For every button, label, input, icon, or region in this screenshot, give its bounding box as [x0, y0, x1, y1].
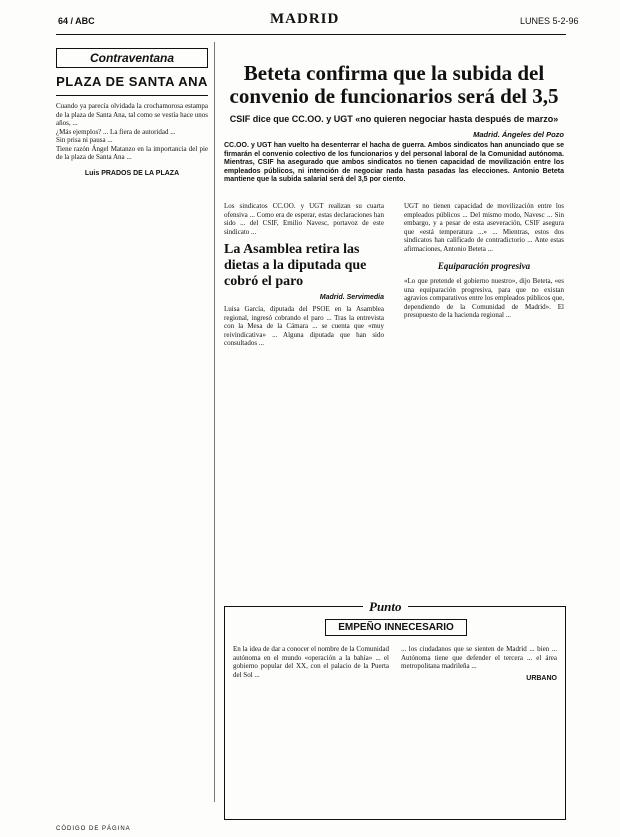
- article-text: «Lo que pretende el gobierno nuestro», dijo Beteta, «es una equiparación progresiva, para que no existan agravios comparativos entre los empleados públicos que, dependiendo de la Comunidad de Madrid». El presupuesto de la hacienda regional ...: [404, 277, 564, 319]
- punto-text: ... los ciudadanos que se sienten de Madrid ... bien ... Autónoma tiene que defender el tercera ... el área metropolitana madrileña ...: [401, 645, 557, 670]
- article-text: UGT no tienen capacidad de movilización entre los empleados públicos ... Del mismo modo, Navesc ... Sin embargo, y a pesar de esta aseveración, CSIF asegura que «está temperatura ...» ... Mientras, estos dos sindicatos han calificado de contradictorio ... Ante estas afirmaciones, Antonio Beteta ...: [404, 202, 564, 253]
- column-title: PLAZA DE SANTA ANA: [56, 74, 208, 96]
- column-signature: Luis PRADOS DE LA PLAZA: [84, 169, 180, 177]
- issue-date: LUNES 5-2-96: [520, 16, 579, 26]
- column-kicker: Contraventana: [56, 48, 208, 68]
- secondary-headline: La Asamblea retira las dietas a la diputada que cobró el paro: [224, 242, 367, 289]
- column-divider: [214, 42, 215, 802]
- page-header: [0, 0, 620, 40]
- section-title: MADRID: [270, 11, 340, 27]
- column-paragraph: ¿Más ejemplos? ... La fiera de autoridad ...: [56, 127, 176, 136]
- page-number: 64 / ABC: [58, 16, 95, 26]
- punto-text: En la idea de dar a conocer el nombre de la Comunidad autónoma en el mundo «operación a la bahía» ... el gobierno popular del XX, con el palacio de la Puerta del Sol ...: [233, 645, 389, 679]
- main-subheadline: CSIF dice que CC.OO. y UGT «no quieren negociar hasta después de marzo»: [229, 114, 559, 124]
- main-headline: Beteta confirma que la subida del convenio de funcionarios será del 3,5: [229, 61, 559, 108]
- main-lead: CC.OO. y UGT han vuelto ha desenterrar el hacha de guerra. Ambos sindicatos han anunciado que se firmarán el convenio colectivo de los funcionarios y del personal laboral de la Comunidad autónoma. Mientras, CSIF ha asegurado que ambos sindicatos no tienen capacidad de movilización entre los empleados públicos, ni intención de negociar nada hasta pasadas las elecciones. Antonio Beteta mantiene que la subida salarial será del 3,5 por ciento.: [224, 142, 564, 183]
- punto-column-right: [401, 645, 557, 682]
- punto-title: EMPEÑO INNECESARIO: [325, 619, 467, 636]
- column-paragraph: Tiene razón Ángel Matanzo en la importancia del pie de la plaza de Santa Ana ...: [56, 144, 208, 161]
- article-text: Los sindicatos CC.OO. y UGT realizan su cuarta ofensiva ... Como era de esperar, estas declaraciones han sido ... del CSIF, Emilio Navesc, portavoz de este sindicato ...: [224, 202, 384, 236]
- punto-signature: URBANO: [526, 674, 557, 682]
- article-column-3: [404, 202, 564, 320]
- page-footer: CÓDIGO DE PÁGINA: [56, 826, 131, 832]
- article-column-2: [224, 202, 384, 348]
- punto-label: Punto: [363, 599, 408, 615]
- column-paragraph: Sin prisa ni pausa ...: [56, 136, 113, 144]
- secondary-dateline: Madrid. Servimedia: [319, 294, 384, 301]
- main-byline: Madrid. Ángeles del Pozo: [473, 130, 564, 139]
- crosshead: Equiparación progresiva: [437, 261, 531, 271]
- left-column: [56, 42, 208, 822]
- punto-box: [224, 599, 566, 820]
- header-rule: [56, 34, 566, 35]
- column-paragraph: Cuando ya parecía olvidada la crochamorosa estampa de la plaza de Santa Ana, tal como se vestía hace unos años, ...: [56, 102, 208, 127]
- punto-column-left: [233, 645, 389, 679]
- secondary-text: Luisa García, diputada del PSOE en la Asamblea regional, ingresó cobrando el paro ... Tras la entrevista con la Mesa de la Cámara ... se cuenta que «muy reivindicativa» ... Alguna diputada que han sido consultados ...: [224, 305, 384, 347]
